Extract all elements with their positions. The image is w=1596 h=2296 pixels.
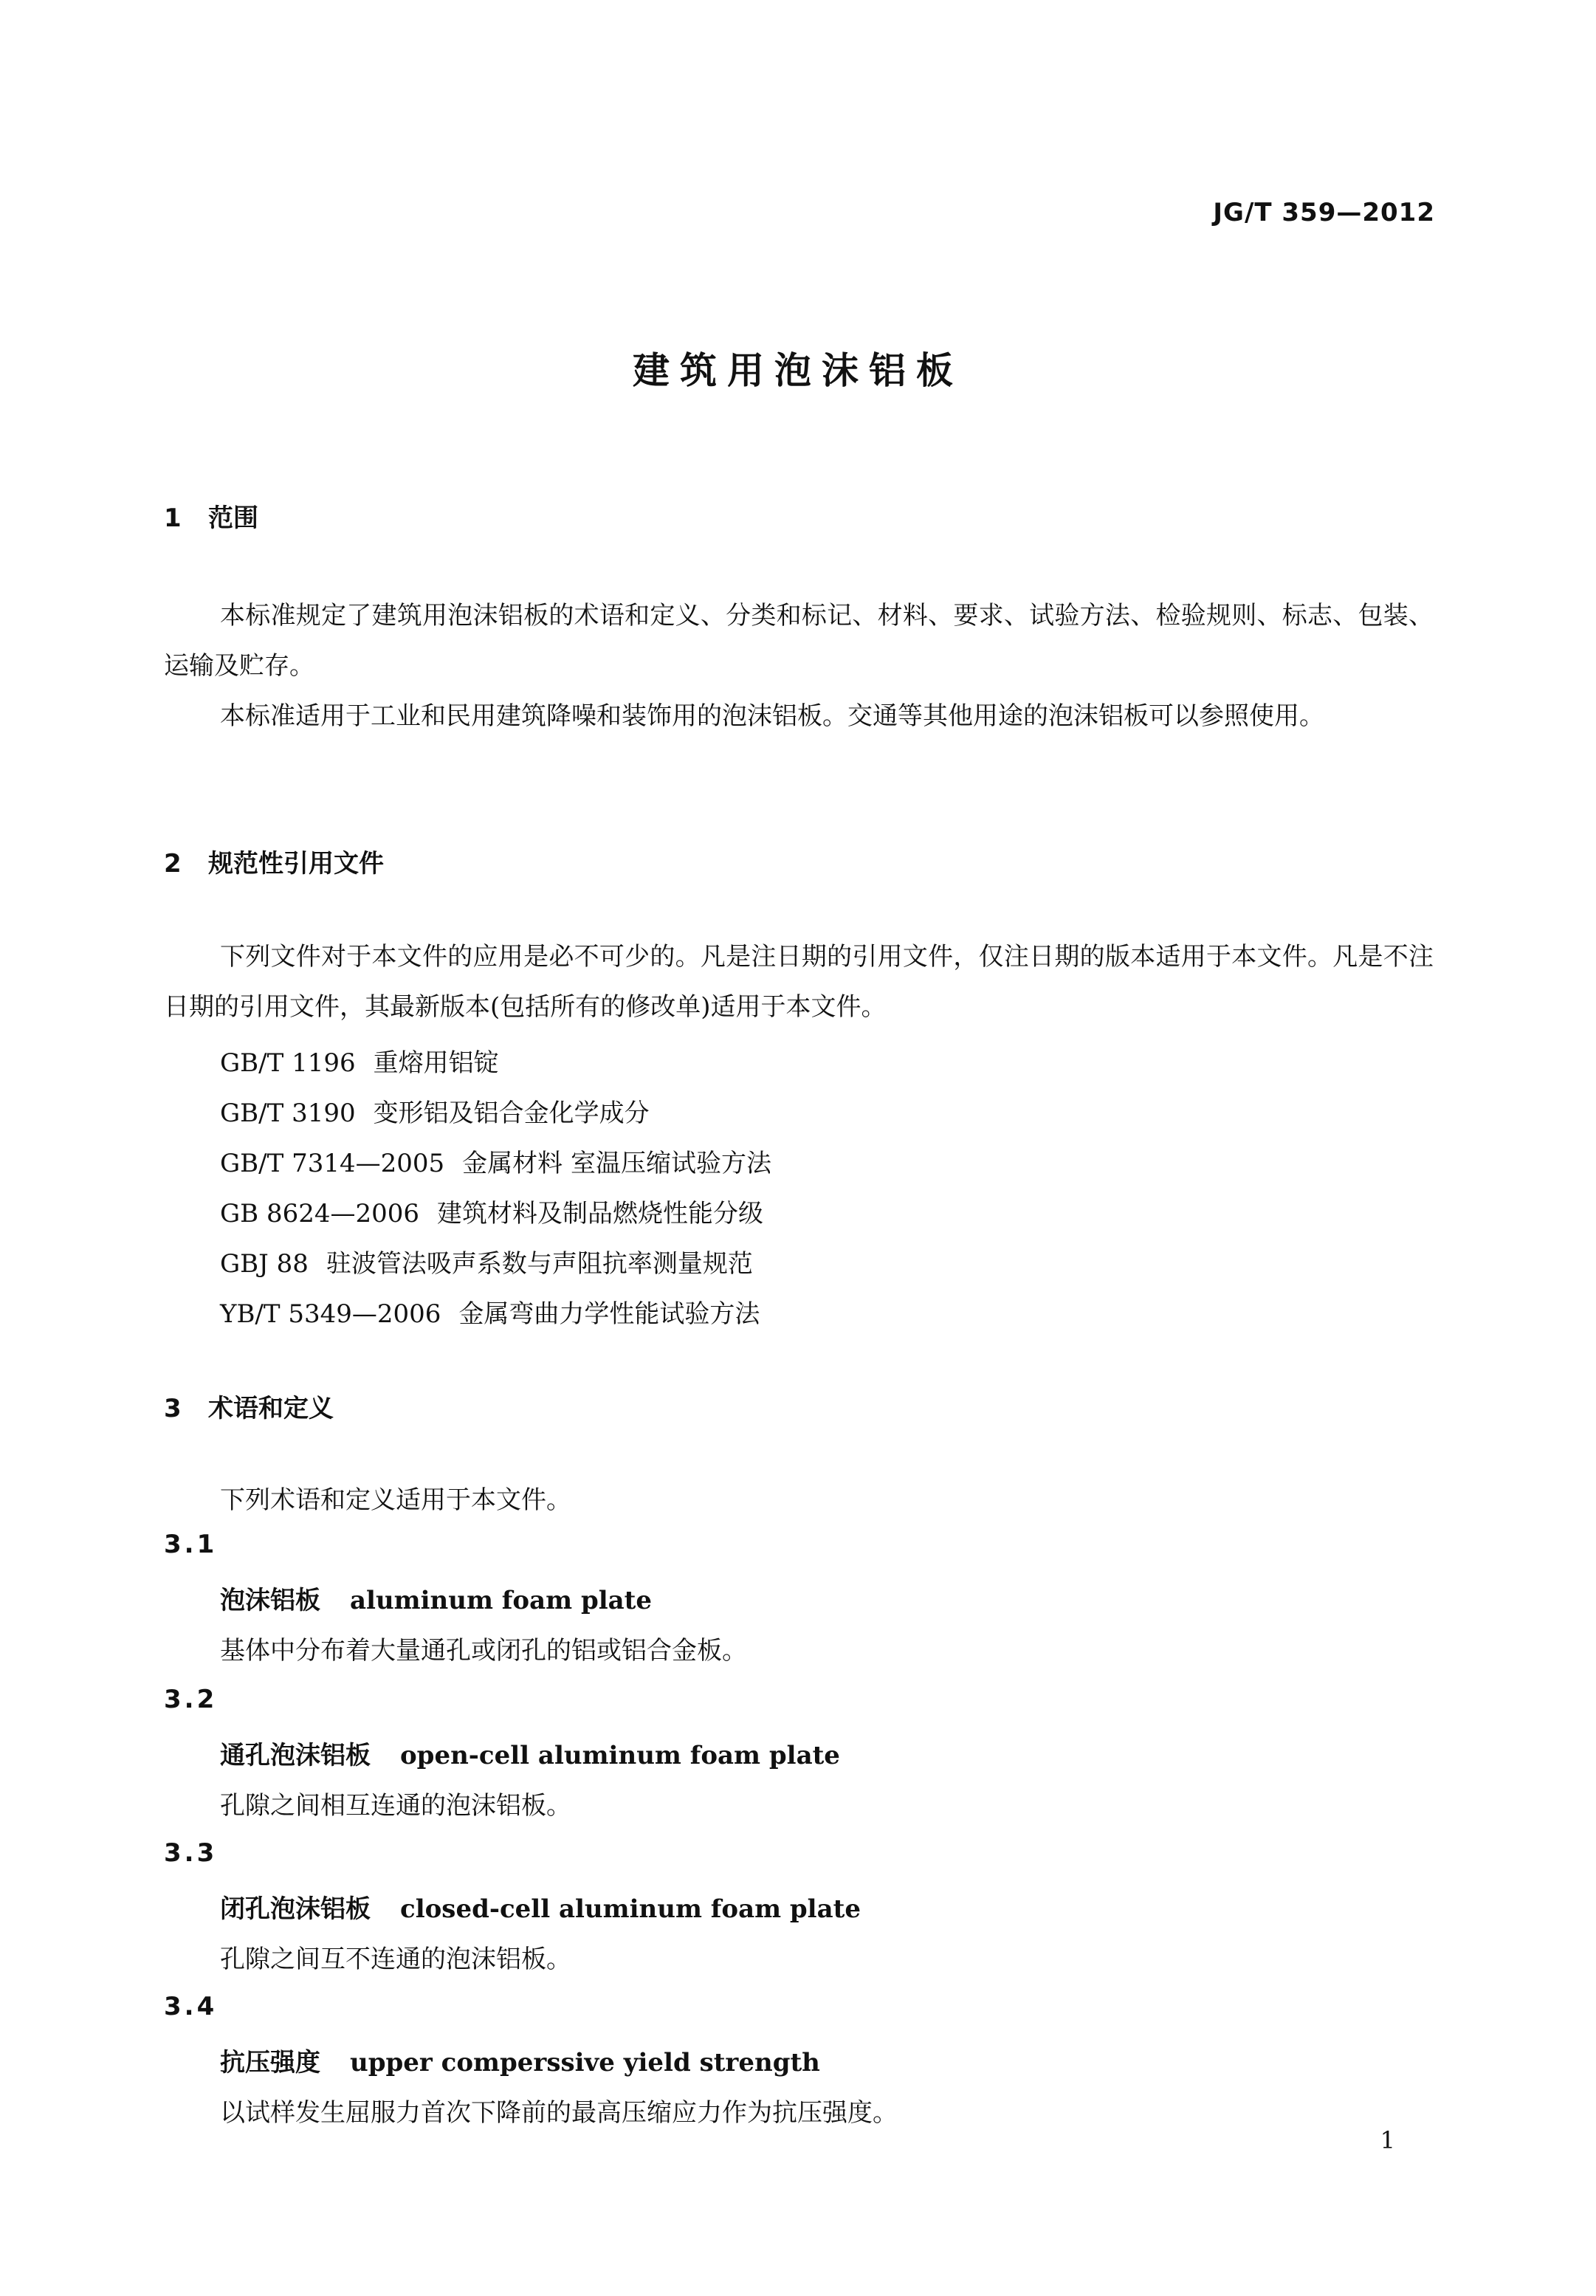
section-3-heading: [164, 1388, 334, 1424]
paragraph: 本标准规定了建筑用泡沫铝板的术语和定义、分类和标记、材料、要求、试验方法、检验规则、标志、包装、运输及贮存。: [164, 601, 1434, 681]
reference-code: GB/T 7314—2005: [220, 1149, 445, 1178]
reference-code: GB/T 1196: [220, 1048, 356, 1078]
term-zh: 通孔泡沫铝板: [220, 1741, 371, 1770]
reference-item: [220, 1143, 771, 1179]
reference-title: 变形铝及铝合金化学成分: [373, 1099, 650, 1128]
reference-item: [220, 1243, 753, 1279]
paragraph: 下列术语和定义适用于本文件。: [220, 1485, 571, 1515]
reference-title: 金属弯曲力学性能试验方法: [458, 1299, 760, 1329]
term-en: open-cell aluminum foam plate: [400, 1741, 840, 1770]
term-zh: 泡沫铝板: [220, 1586, 320, 1615]
term-heading: [220, 1888, 861, 1925]
term-zh: 闭孔泡沫铝板: [220, 1894, 371, 1924]
reference-item: [220, 1193, 763, 1229]
section-title: 规范性引用文件: [208, 849, 384, 879]
reference-title: 驻波管法吸声系数与声阻抗率测量规范: [326, 1249, 753, 1279]
term-number: 3.2: [164, 1685, 218, 1714]
section-title: 范围: [208, 503, 258, 533]
term-number: 3.1: [164, 1530, 218, 1559]
section-2-heading: [164, 843, 384, 879]
reference-code: GB/T 3190: [220, 1099, 356, 1128]
reference-title: 建筑材料及制品燃烧性能分级: [437, 1199, 764, 1228]
term-en: aluminum foam plate: [350, 1586, 653, 1615]
reference-title: 金属材料 室温压缩试验方法: [462, 1149, 771, 1178]
term-zh: 抗压强度: [220, 2048, 320, 2077]
term-en: closed-cell aluminum foam plate: [400, 1894, 861, 1924]
term-definition: 孔隙之间相互连通的泡沫铝板。: [220, 1791, 571, 1821]
reference-code: GB 8624—2006: [220, 1199, 420, 1228]
section-title: 术语和定义: [208, 1394, 334, 1423]
term-en: upper comperssive yield strength: [350, 2048, 820, 2077]
paragraph: 本标准适用于工业和民用建筑降噪和装饰用的泡沫铝板。交通等其他用途的泡沫铝板可以参照使用。: [220, 701, 1324, 731]
term-definition: 基体中分布着大量通孔或闭孔的铝或铝合金板。: [220, 1636, 747, 1666]
reference-code: GBJ 88: [220, 1249, 309, 1279]
reference-item: [220, 1093, 650, 1129]
term-number: 3.4: [164, 1992, 218, 2021]
document-title: 建筑用泡沫铝板: [633, 349, 963, 392]
term-heading: [220, 2042, 820, 2078]
paragraph: 下列文件对于本文件的应用是必不可少的。凡是注日期的引用文件，仅注日期的版本适用于本文件。凡是不注日期的引用文件，其最新版本(包括所有的修改单)适用于本文件。: [164, 942, 1434, 1022]
standard-code: JG/T 359—2012: [1213, 198, 1435, 227]
term-number: 3.3: [164, 1838, 218, 1868]
section-1-heading: [164, 498, 258, 534]
term-heading: [220, 1735, 840, 1771]
term-heading: [220, 1580, 652, 1616]
section-number: 1: [164, 503, 182, 533]
section-number: 2: [164, 849, 182, 879]
reference-item: [220, 1293, 760, 1330]
page-number: 1: [1380, 2126, 1395, 2154]
term-definition: 孔隙之间互不连通的泡沫铝板。: [220, 1945, 571, 1974]
term-definition: 以试样发生屈服力首次下降前的最高压缩应力作为抗压强度。: [220, 2098, 898, 2128]
section-number: 3: [164, 1394, 182, 1423]
reference-code: YB/T 5349—2006: [220, 1299, 441, 1329]
reference-item: [220, 1042, 499, 1079]
reference-title: 重熔用铝锭: [373, 1048, 499, 1078]
